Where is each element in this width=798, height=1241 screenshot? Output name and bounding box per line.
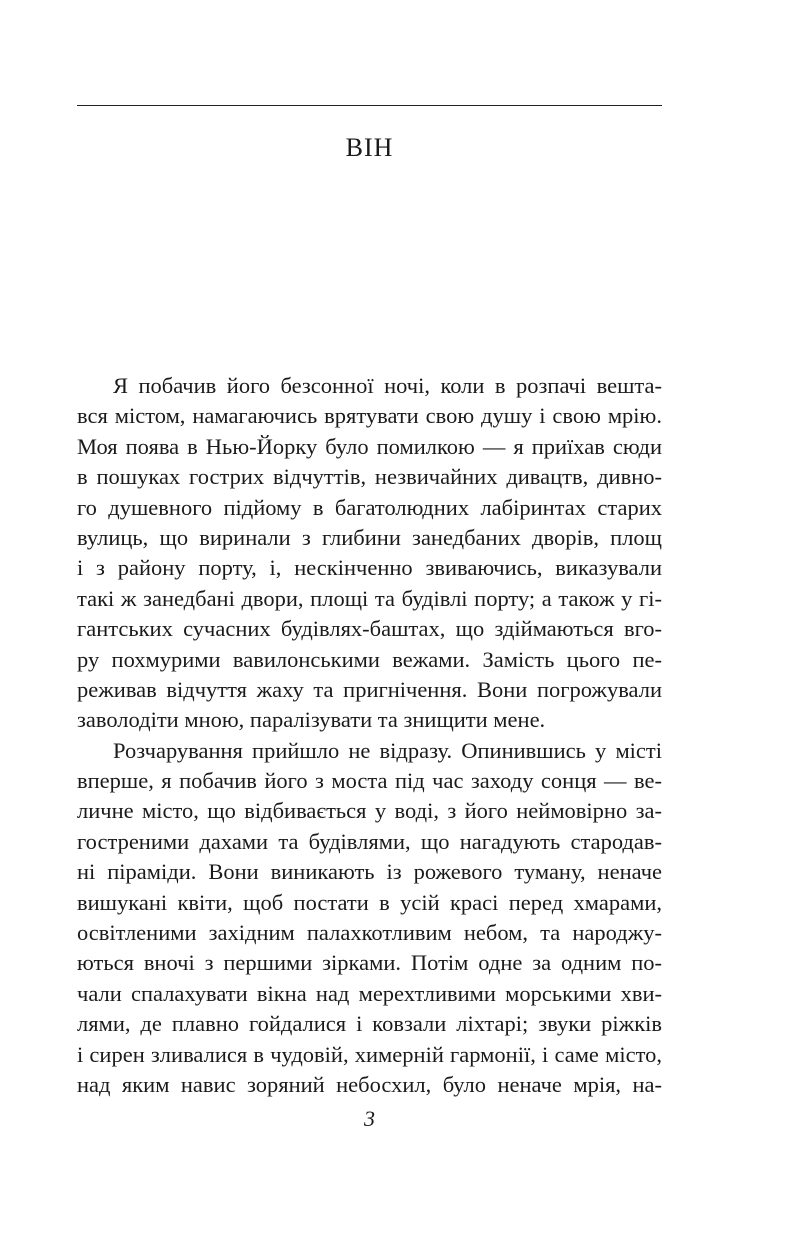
text-line: освітленими західним палахкотливим небом, та народжу-	[77, 920, 662, 946]
text-line: і з району порту, і, нескінченно звиваючись, виказували	[77, 555, 662, 581]
text-line: Я побачив його безсонної ночі, коли в розпачі вешта-	[113, 373, 662, 398]
body-text	[77, 371, 662, 1100]
header-rule	[77, 105, 662, 106]
text-line: і сирен зливалися в чудовій, химерній гармонії, і саме місто,	[77, 1041, 662, 1067]
page-number: 3	[364, 1106, 375, 1131]
text-line: гостреними дахами та будівлями, що нагадують стародав-	[77, 828, 662, 854]
text-line: Моя поява в Нью-Йорку було помилкою — я приїхав сюди	[77, 433, 662, 459]
chapter-title: ВІН	[345, 133, 394, 162]
text-line: вся містом, намагаючись врятувати свою душу і свою мрію.	[77, 403, 662, 429]
text-line: в пошуках гострих відчуттів, незвичайних дивацтв, дивно-	[77, 464, 662, 490]
text-line: над яким навис зоряний небосхил, було неначе мрія, на-	[77, 1071, 662, 1097]
text-line: ні піраміди. Вони виникають із рожевого туману, неначе	[77, 859, 662, 885]
text-line: заволодіти мною, паралізувати та знищити мене.	[77, 707, 546, 733]
text-line: ються вночі з першими зірками. Потім одне за одним по-	[77, 950, 662, 976]
text-line: личне місто, що відбивається у воді, з його неймовірно за-	[77, 798, 662, 824]
text-line: Розчарування прийшло не відразу. Опинившись у місті	[113, 737, 662, 763]
text-line: гантських сучасних будівлях-баштах, що здіймаються вго-	[77, 616, 662, 642]
text-line: вперше, я побачив його з моста під час заходу сонця — ве-	[77, 768, 662, 794]
text-line: реживав відчуття жаху та пригнічення. Вони погрожували	[77, 676, 662, 702]
text-line: вулиць, що виринали з глибини занедбаних дворів, площ	[77, 524, 662, 550]
text-line: такі ж занедбані двори, площі та будівлі порту; а також у гі-	[77, 585, 662, 611]
text-line: лями, де плавно гойдалися і ковзали ліхтарі; звуки ріжків	[77, 1011, 662, 1037]
text-line: вишукані квіти, щоб постати в усій красі перед хмарами,	[77, 889, 662, 915]
text-line: чали спалахувати вікна над мерехтливими морськими хви-	[77, 980, 662, 1006]
text-line: го душевного підйому в багатолюдних лабіринтах старих	[77, 494, 662, 520]
text-line: ру похмурими вавилонськими вежами. Замість цього пе-	[77, 646, 662, 672]
